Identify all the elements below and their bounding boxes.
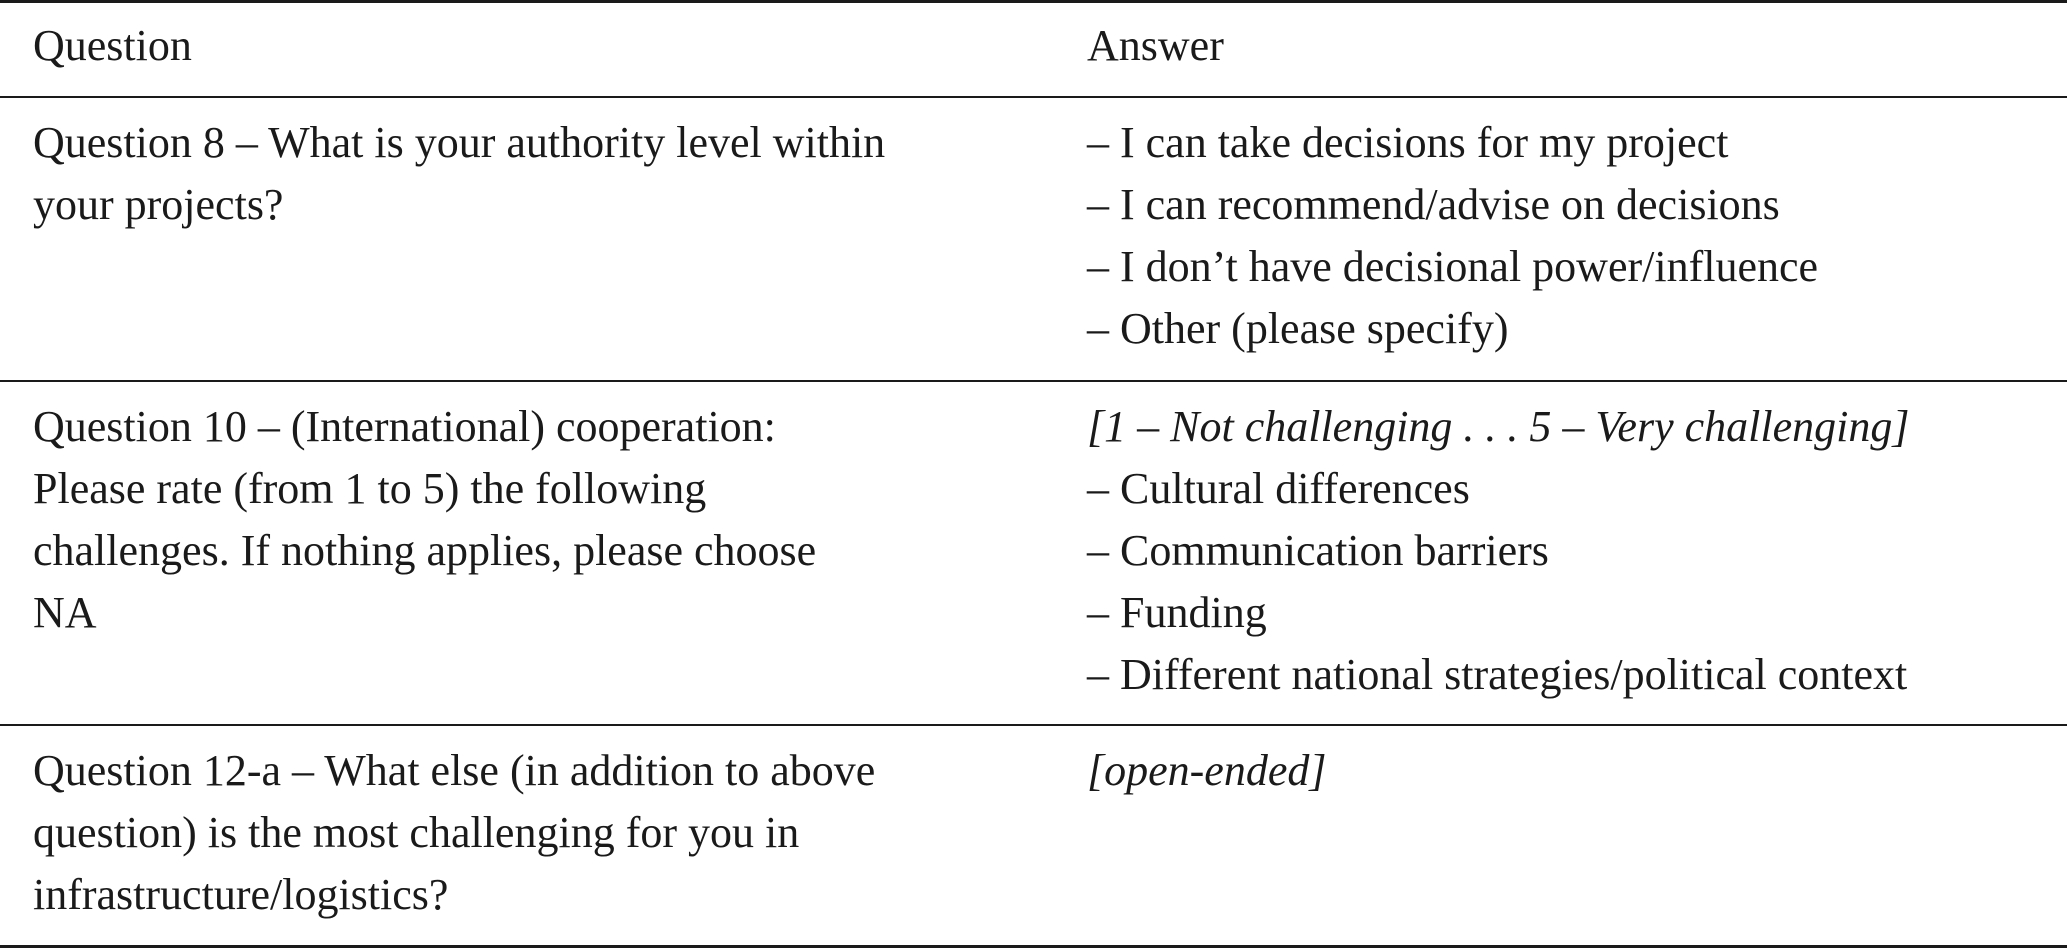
answer-option: – I can recommend/advise on decisions	[1087, 180, 1780, 229]
header-answer-label: Answer	[1087, 21, 1224, 70]
answer-option: – Different national strategies/political context	[1087, 650, 1908, 699]
question-line: infrastructure/logistics?	[33, 870, 449, 919]
answer-option: – I don’t have decisional power/influence	[1087, 242, 1819, 291]
row-3-question	[33, 740, 1053, 926]
row-3-answer	[1087, 740, 2062, 802]
question-line: Question 12-a – What else (in addition to above	[33, 746, 876, 795]
question-line: Question 8 – What is your authority level within	[33, 118, 886, 167]
row-1-rule	[0, 380, 2067, 382]
top-rule	[0, 0, 2067, 3]
row-1-question	[33, 112, 1053, 236]
answer-option: – Other (please specify)	[1087, 304, 1509, 353]
header-rule	[0, 96, 2067, 98]
bottom-rule	[0, 945, 2067, 948]
answer-scale: [open-ended]	[1087, 746, 1327, 795]
question-line: challenges. If nothing applies, please choose	[33, 526, 817, 575]
answer-option: – Communication barriers	[1087, 526, 1549, 575]
question-line: question) is the most challenging for you in	[33, 808, 800, 857]
answer-option: – Cultural differences	[1087, 464, 1470, 513]
row-1-answer	[1087, 112, 2062, 360]
question-line: your projects?	[33, 180, 284, 229]
answer-scale: [1 – Not challenging . . . 5 – Very challenging]	[1087, 402, 1910, 451]
question-line: NA	[33, 588, 97, 637]
row-2-question	[33, 396, 1053, 644]
header-question-label: Question	[33, 21, 192, 70]
header-answer	[1087, 15, 2062, 77]
question-line: Question 10 – (International) cooperation:	[33, 402, 776, 451]
row-2-answer	[1087, 396, 2062, 706]
header-question	[33, 15, 1053, 77]
row-2-rule	[0, 724, 2067, 726]
answer-option: – I can take decisions for my project	[1087, 118, 1729, 167]
question-line: Please rate (from 1 to 5) the following	[33, 464, 707, 513]
answer-option: – Funding	[1087, 588, 1267, 637]
